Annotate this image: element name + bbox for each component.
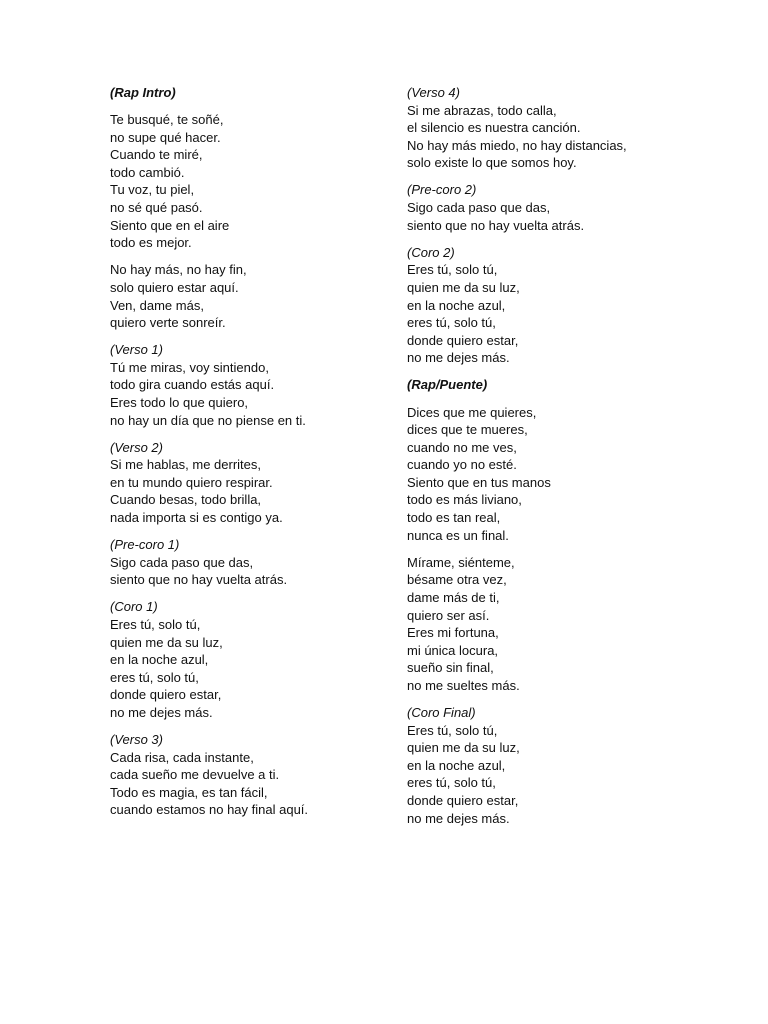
lyric-line: cuando yo no esté.: [407, 457, 517, 473]
lyric-line: quiero verte sonreír.: [110, 315, 226, 331]
section-heading: (Coro Final): [407, 705, 476, 720]
lyric-line: dame más de ti,: [407, 589, 500, 605]
lyric-line: Siento que en tus manos: [407, 474, 551, 490]
lyrics-stanza: [110, 261, 390, 331]
lyric-line: Dices que me quieres,: [407, 404, 537, 420]
lyrics-stanza: [110, 731, 390, 819]
section-heading: (Verso 4): [407, 85, 460, 100]
section-heading: (Verso 1): [110, 342, 163, 358]
lyric-line: no me dejes más.: [407, 350, 510, 366]
lyric-line: donde quiero estar,: [407, 792, 519, 808]
lyric-line: cuando no me ves,: [407, 439, 517, 455]
section-heading: (Rap Intro): [110, 85, 176, 100]
lyric-line: Si me abrazas, todo calla,: [407, 102, 557, 118]
lyrics-stanza: [407, 376, 707, 394]
section-heading: (Coro 1): [110, 599, 158, 615]
lyric-line: no me dejes más.: [110, 705, 213, 720]
lyric-line: no me dejes más.: [407, 810, 510, 826]
section-heading: (Pre-coro 2): [407, 182, 477, 198]
lyric-line: Cada risa, cada instante,: [110, 749, 254, 765]
lyric-line: no me sueltes más.: [407, 677, 520, 693]
lyric-line: todo es tan real,: [407, 510, 501, 526]
lyric-line: quien me da su luz,: [407, 279, 520, 295]
lyric-line: Cuando te miré,: [110, 147, 203, 163]
lyric-line: no sé qué pasó.: [110, 200, 203, 216]
lyric-line: quien me da su luz,: [110, 634, 223, 650]
lyrics-stanza: [110, 598, 390, 721]
section-heading: (Pre-coro 1): [110, 537, 180, 553]
lyric-line: en la noche azul,: [110, 652, 209, 668]
section-heading: (Verso 3): [110, 732, 163, 748]
lyric-line: dices que te mueres,: [407, 422, 528, 438]
lyrics-stanza: [407, 84, 707, 172]
lyric-line: en tu mundo quiero respirar.: [110, 474, 273, 490]
lyric-line: eres tú, solo tú,: [407, 315, 496, 331]
lyrics-stanza: [407, 704, 707, 827]
lyric-line: donde quiero estar,: [407, 332, 519, 348]
lyric-line: siento que no hay vuelta atrás.: [110, 572, 288, 588]
lyric-line: eres tú, solo tú,: [110, 669, 199, 685]
lyric-line: No hay más, no hay fin,: [110, 262, 247, 278]
lyric-line: todo es mejor.: [110, 235, 192, 251]
lyric-line: no supe qué hacer.: [110, 129, 221, 145]
lyric-line: quien me da su luz,: [407, 740, 520, 756]
lyric-line: Eres tú, solo tú,: [110, 617, 201, 633]
lyric-line: Tú me miras, voy sintiendo,: [110, 359, 269, 375]
lyrics-stanza: [407, 244, 707, 367]
lyric-line: donde quiero estar,: [110, 687, 222, 703]
lyrics-stanza: [110, 111, 390, 252]
section-heading: (Coro 2): [407, 244, 455, 260]
lyrics-stanza: [110, 536, 390, 589]
lyric-line: cuando estamos no hay final aquí.: [110, 802, 309, 818]
lyric-line: el silencio es nuestra canción.: [407, 120, 581, 136]
lyric-line: no hay un día que no piense en ti.: [110, 412, 306, 428]
lyric-line: Eres todo lo que quiero,: [110, 395, 249, 410]
lyrics-stanza: [407, 181, 707, 234]
lyric-line: Ven, dame más,: [110, 297, 204, 313]
lyrics-stanza: [110, 439, 390, 527]
lyric-line: nada importa si es contigo ya.: [110, 510, 283, 526]
lyric-line: nunca es un final.: [407, 527, 509, 543]
lyric-line: Eres tú, solo tú,: [407, 722, 498, 738]
lyric-line: Eres mi fortuna,: [407, 625, 499, 641]
lyrics-column-left: [110, 84, 390, 829]
lyric-line: solo quiero estar aquí.: [110, 279, 239, 295]
lyric-line: en la noche azul,: [407, 757, 506, 773]
lyric-line: mi única locura,: [407, 642, 499, 658]
lyric-line: Eres tú, solo tú,: [407, 262, 498, 278]
lyric-line: cada sueño me devuelve a ti.: [110, 767, 280, 783]
lyric-line: Cuando besas, todo brilla,: [110, 492, 262, 508]
lyric-line: Te busqué, te soñé,: [110, 112, 224, 128]
lyrics-stanza: [110, 341, 390, 429]
lyric-line: eres tú, solo tú,: [407, 775, 496, 791]
lyric-line: Siento que en el aire: [110, 217, 230, 233]
lyrics-column-right: [407, 84, 707, 837]
lyric-line: sueño sin final,: [407, 660, 494, 676]
lyric-line: Mírame, siénteme,: [407, 554, 515, 570]
lyric-line: quiero ser así.: [407, 607, 490, 623]
lyric-line: solo existe lo que somos hoy.: [407, 155, 577, 171]
section-heading: (Rap/Puente): [407, 377, 488, 393]
lyric-line: todo es más liviano,: [407, 492, 522, 508]
lyric-line: Todo es magia, es tan fácil,: [110, 784, 268, 800]
lyric-line: todo cambió.: [110, 164, 185, 180]
lyric-line: siento que no hay vuelta atrás.: [407, 217, 585, 233]
lyric-line: en la noche azul,: [407, 297, 506, 313]
lyric-line: Si me hablas, me derrites,: [110, 457, 262, 473]
lyrics-stanza: [407, 404, 707, 545]
lyric-line: Tu voz, tu piel,: [110, 182, 195, 198]
lyrics-stanza: [407, 554, 707, 695]
lyric-line: No hay más miedo, no hay distancias,: [407, 137, 627, 153]
section-heading: (Verso 2): [110, 439, 163, 455]
lyric-line: Sigo cada paso que das,: [407, 200, 551, 216]
lyric-line: todo gira cuando estás aquí.: [110, 377, 275, 393]
lyrics-stanza: [110, 84, 390, 102]
lyric-line: bésame otra vez,: [407, 572, 507, 588]
lyric-line: Sigo cada paso que das,: [110, 554, 254, 570]
